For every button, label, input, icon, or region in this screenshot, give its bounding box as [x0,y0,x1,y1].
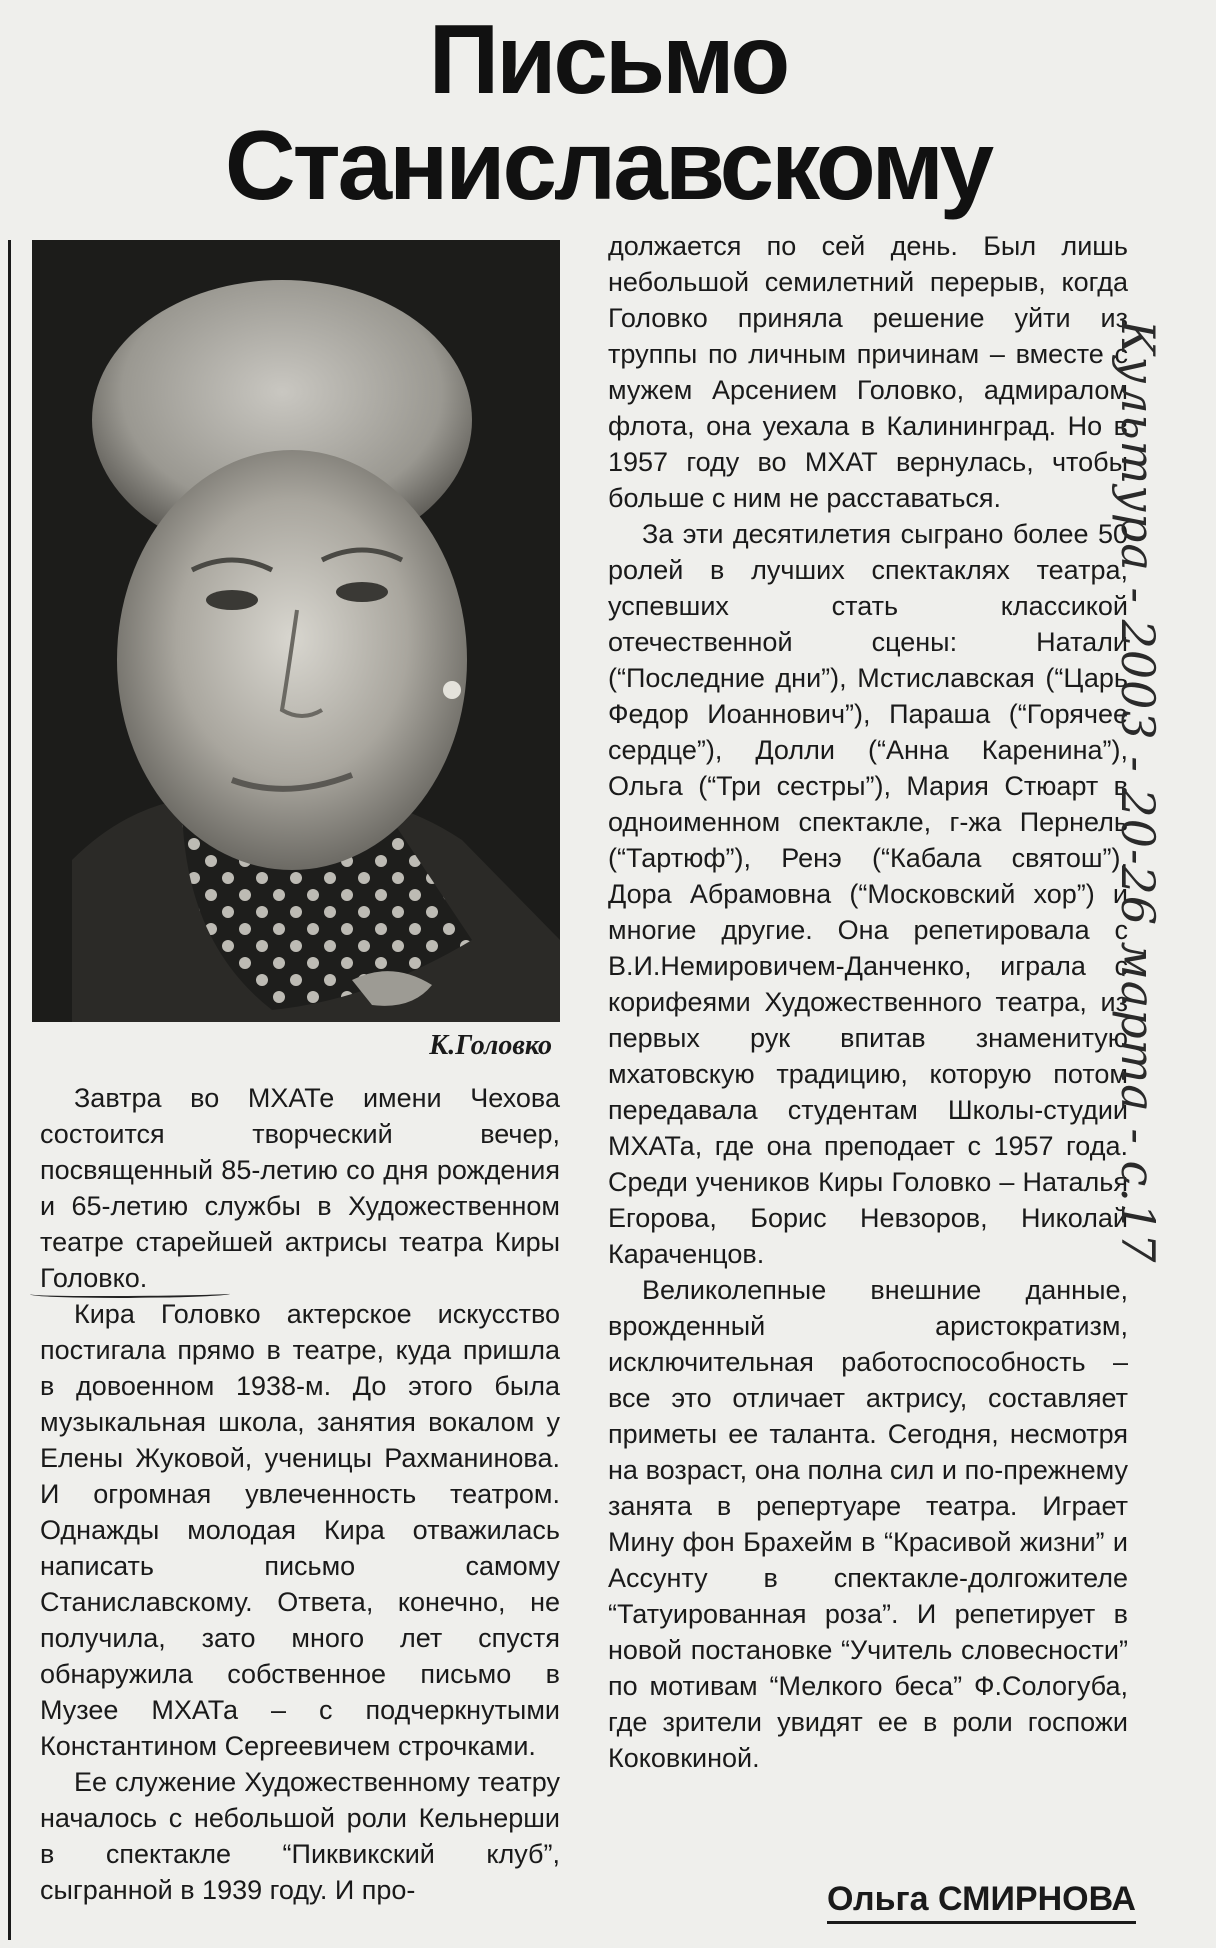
handwritten-note-text: Культура - 2003 - 20-26 марта - с.17 [1111,320,1165,1264]
portrait-photo [32,240,560,1022]
right-paragraph-1: должается по сей день. Был лишь небольшой семилетний перерыв, когда Головко приняла решение уйти из труппы по личным причинам – вместе с мужем Арсением Головко, адмиралом флота, она уехала в Калининград. Но в 1957 году во МХАТ вернулась, чтобы больше с ним не расставаться. [608,231,1128,513]
left-column [40,1080,560,1908]
left-paragraph-1: Завтра во МХАТе имени Чехова состоится творческий вечер, посвященный 85-летию со дня рождения и 65-летию службы в Художественном театре старейшей актрисы театра Киры Головко. [40,1083,560,1293]
left-rule [8,240,11,1940]
photo-caption: К.Головко [429,1030,552,1061]
right-paragraph-2: За эти десятилетия сыграно более 50 ролей в лучших спектаклях театра, успевших стать классикой отечественной сцены: Натали (“Последние дни”), Мстиславская (“Царь Федор Иоаннович”), Параша (“Горячее сердце”), Долли (“Анна Каренина”), Ольга (“Три сестры”), Мария Стюарт в одноименном спектакле, г-жа Пернель (“Тартюф”), Ренэ (“Кабала святош”), Дора Абрамовна (“Московский хор”) и многие другие. Она репетировала с В.И.Немировичем-Данченко, играла с корифеями Художественного театра, из первых рук впитав знаменитую мхатовскую традицию, которую потом передавала студентам Школы-студии МХАТа, где она преподает с 1957 года. Среди учеников Киры Головко – Наталья Егорова, Борис Невзоров, Николай Караченцов. [608,519,1128,1269]
left-paragraph-3: Ее служение Художественному театру началось с небольшой роли Кельнерши в спектакле “Пиквикский клуб”, сыгранной в 1939 году. И про- [40,1767,560,1905]
right-column [608,228,1128,1776]
headline-line-2: Станиславскому [224,110,992,220]
right-paragraph-3: Великолепные внешние данные, врожденный аристократизм, исключительная работоспособность – все это отличает актрису, составляет приметы ее таланта. Сегодня, несмотря на возраст, она полна сил и по-прежнему занята в репертуаре театра. Играет Мину фон Брахейм в “Красивой жизни” и Ассунту в спектакле-долгожителе “Татуированная роза”. И репетирует в новой постановке “Учитель словесности” по мотивам “Мелкого беса” Ф.Сологуба, где зрители увидят ее в роли госпожи Коковкиной. [608,1275,1128,1773]
author-byline: Ольга СМИРНОВА [827,1880,1136,1924]
left-paragraph-2: Кира Головко актерское искусство постигала прямо в театре, куда пришла в довоенном 1938-м. До этого была музыкальная школа, занятия вокалом у Елены Жуковой, ученицы Рахманинова. И огромная увлеченность театром. Однажды молодая Кира отважилась написать письмо самому Станиславскому. Ответа, конечно, не получила, зато много лет спустя обнаружила собственное письмо в Музее МХАТа – с подчеркнутыми Константином Сергеевичем строчками. [40,1299,560,1761]
headline-line-1: Письмо [428,4,788,114]
portrait-illustration [32,240,560,1022]
